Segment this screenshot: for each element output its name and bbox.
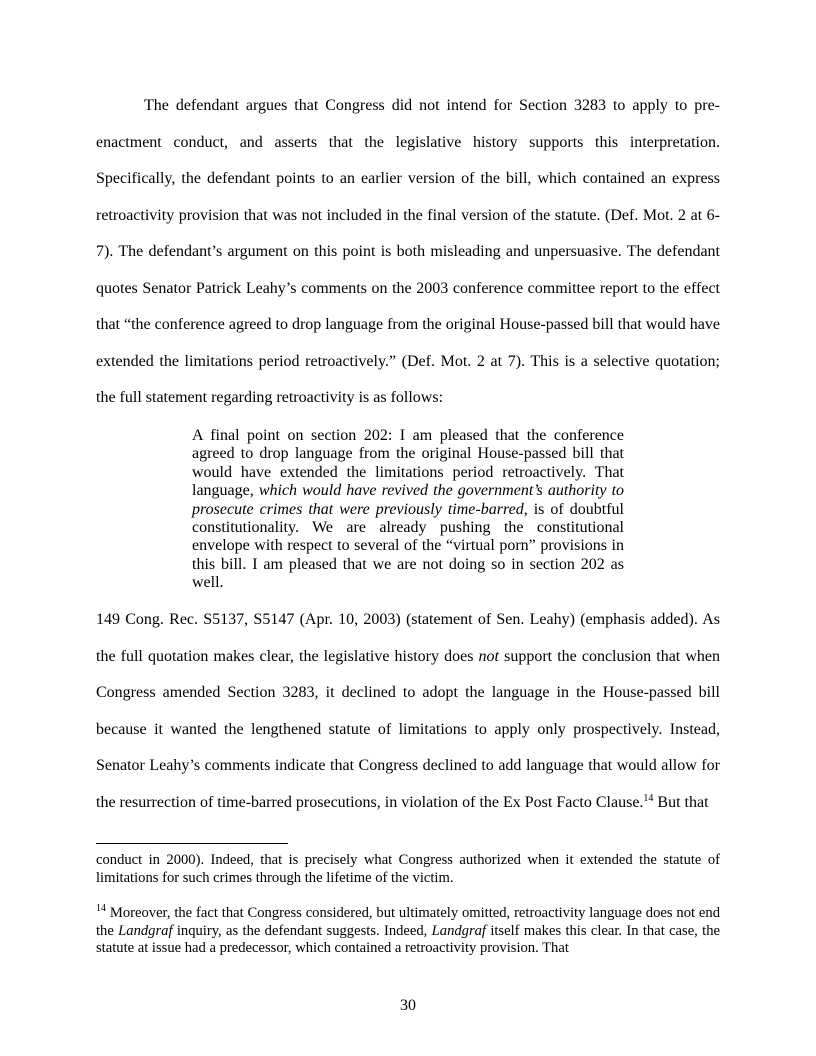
case-name-landgraf: Landgraf [431,922,486,939]
quote-text-end: , is of doubtful constitutionality. We are already pushing the constitutional envelope with respect to several of the “virtual porn” provisions in this bill. I am pleased that we are not doing so in section 202 as well. [192,500,625,592]
footnote-reference-14[interactable]: 14 [643,792,654,804]
quote-text-start: A final point on section 202: I am pleased that the conference agreed to drop language from the original House-passed bill that would have extended the limitations period retroactively. That language, [192,427,624,500]
case-name-landgraf: Landgraf [118,922,173,939]
footnote-separator [96,843,288,844]
block-quote-leahy-statement [192,427,624,593]
paragraph-text-end: But that [653,793,709,811]
paragraph-defendant-argument [96,88,720,417]
footnote-text: inquiry, as the defendant suggests. Indeed, [172,922,432,939]
emphasis-not: not [478,647,499,665]
citation-text: 149 Cong. Rec. S5137, S5147 (Apr. 10, 2003) (statement of Sen. Leahy) (emphasis added). As the full quotation makes clear, the legislative history does [96,611,720,665]
paragraph-legislative-history [96,602,720,821]
paragraph-text: support the conclusion that when Congress amended Section 3283, it declined to adopt the language in the House-passed bill because it wanted the lengthened statute of limitations to apply only prospectively. Instead, Senator Leahy’s comments indicate that Congress declined to add language that would allow for the resurrection of time-barred prosecutions, in violation of the Ex Post Facto Clause. [96,647,721,811]
footnote-text: conduct in 2000). Indeed, that is precisely what Congress authorized when it extended the statute of limitations for such crimes through the lifetime of the victim. [96,852,720,886]
footnote-text: itself makes this clear. In that case, the statute at issue had a predecessor, which contained a retroactivity provision. That [96,922,720,956]
footnote-marker: 14 [96,903,106,914]
footnote-continued [96,852,720,887]
footnote-14 [96,905,720,958]
page-number: 30 [400,997,416,1014]
footnote-text: Moreover, the fact that Congress considered, but ultimately omitted, retroactivity language does not end the [96,905,720,939]
quote-emphasis: which would have revived the government’s authority to prosecute crimes that were previously time-barred [192,482,625,518]
paragraph-text: The defendant argues that Congress did not intend for Section 3283 to apply to pre-enactment conduct, and asserts that the legislative history supports this interpretation. Specifically, the defendant points to an earlier version of the bill, which contained an express retroactivity provision that was not included in the final version of the statute. (Def. Mot. 2 at 6-7). The defendant’s argument on this point is both misleading and unpersuasive. The defendant quotes Senator Patrick Leahy’s comments on the 2003 conference committee report to the effect that “the conference agreed to drop language from the original House-passed bill that would have extended the limitations period retroactively.” (Def. Mot. 2 at 7). This is a selective quotation; the full statement regarding retroactivity is as follows: [96,97,720,406]
